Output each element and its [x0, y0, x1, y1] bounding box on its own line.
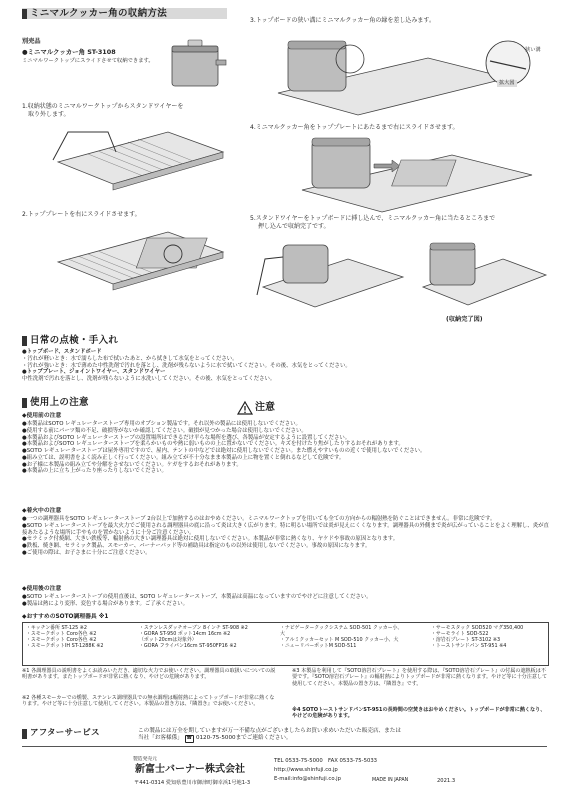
company-name: 新富士バーナー株式会社 [135, 764, 245, 775]
step2-illustration [48, 222, 228, 302]
note-4: ※4 SOTOトーストサンドパンST-951の長時間の空焚きはおやめください。トップボードが非常に熱くなり、やけどの危険があります。 [292, 707, 546, 720]
narrow-groove-label: 狭い溝 [525, 47, 541, 53]
cookware-table [22, 622, 549, 666]
sold-label: 別売品 [22, 38, 41, 45]
company-tel: TEL 0533-75-5000 FAX 0533-75-5033 [274, 758, 378, 764]
storage-title: ミニマルクッカー角の収納方法 [30, 7, 168, 19]
cookware-col4: ・サーモスタック SOD520 マグ350,400 ・サーモライト SOD-522 ・溶岩石プレート ST-3102 ※3 ・トーストサンドパン ST-951 ※4 [431, 625, 524, 650]
caution-section-title [22, 397, 89, 408]
step5-text: 5.スタンドワイヤーをトップボードに挿し込んで、ミニマルクッカー角に当たるところまで 押し込んで収納完了です。 [250, 215, 496, 230]
before-use-list: ●本製品はSOTO レギュレーターストーブ専用のオプション製品です。それ以外の製品には使用しないでください。 ●使用する前にパーツ類の不足、破損等がないか確認してください。破損が見つかった場合は使用しないでください。 ●本製品およびSOTO レギュレーターストーブの設置場所はできるだけ平らな場所を選び、各製品が安定するように設置してください。 ●本製品およびSOTO レギュレーターストーブを柔らかいものや熱に弱いものの上に置かないでください。キズを付けたり焦がしたりするおそれがあります。 ●SOTO レギュレーターストーブは屋外専用ですので、屋内、テントの中などでは絶対に使用しないでください。また燃えやすいものの近くで使用しないでください。 ●組み立ては、説明書をよく読み正しく行ってください。組み立てが不十分なまま本製品の上に物を置くと倒れるなどして危険です。 ●お子様に本製品の組み立てや分解をさせないでください。ケガをするおそれがあります。 ●本製品の上に立ち上がったり座ったりしないでください。 [22, 421, 426, 475]
step3-text: 3.トップボードの狭い溝にミニマルクッカー角の縁を差し込みます。 [250, 17, 435, 24]
zoom-label: 拡大図 [499, 80, 515, 86]
maker-label: 製造発売元 [133, 757, 157, 762]
step1-text: 1.収納状態のミニマルワークトップからスタンドワイヤーを 取り外します。 [22, 103, 184, 118]
step4-illustration [292, 130, 552, 215]
note-1: ※1 各調理器具の説明書をよくお読みいただき、適切な火力でお使いください。調理器具の取扱いについての説明書があります。またトップボードが非常に熱くなり、やけどの危険があります。 [22, 668, 276, 681]
care-body: ●トップボード、スタンドボード ・汚れが軽いとき：水で濡らした布で拭いたあと、から拭きして水気をとってください。 ・汚れが強いとき：水で薄めた中性洗剤で汚れを落とし、洗剤が残らないように水で拭いてください。その後、水気をとってください。 ●トッププレート、ジョイントワイヤー、スタンドワイヤー 中性洗剤で汚れを落とし、洗剤が残らないように水洗いしてください。その後、水気をとってください。 [22, 349, 351, 382]
warning-heading: 注意 [238, 402, 275, 415]
after-use-heading: ◆使用後の注意 [22, 586, 62, 592]
care-section-title [22, 335, 118, 346]
service-phone: 0120-75-5000までご連絡ください。 [195, 734, 292, 741]
product-note: ミニマルワークトップにスライドさせて収納できます。 [22, 57, 154, 64]
after-use-list: ●SOTO レギュレーターストーブの使用直後は、SOTO レギュレーターストーブ、本製品は高温になっていますのでやけどに注意してください。 ●製品は熱により変形、変色する場合があります。ご了承ください。 [22, 594, 372, 607]
service-text: この製品には万全を期していますが万一不備な点がございましたらお買い求めいただいた販売店、または 当社「お客様係」 ☎ 0120-75-5000までご連絡ください。 [138, 728, 401, 741]
complete-label: (収納完了図) [446, 316, 483, 323]
product-name: ●ミニマルクッカー角 ST-3108 [22, 47, 116, 56]
cookware-col2: ・ステンレスダッチオーブン 8インチ ST-908 ※2 ・GORA ST-950 ポット14cm 16cm ※2 （ポット20cmは対象外） ・GORA フライパン16cm ST-950FP16 ※2 [139, 625, 248, 650]
company-email[interactable]: E-mail:info@shinfuji.co.jp [274, 776, 341, 782]
print-date: 2021.3 [437, 778, 456, 784]
warning-triangle-icon [238, 402, 252, 414]
storage-section-title [22, 8, 227, 19]
cookware-heading: ◆おすすめのSOTO調理器具 ※1 [22, 614, 109, 620]
company-address: 〒441-0314 愛知県豊川市御津町御幸浜1号地1-3 [134, 780, 251, 786]
service-title: アフターサービス [30, 728, 100, 739]
complete-illustration [418, 237, 548, 312]
cookware-col1: ・キッチン番所 ST-125 ※2 ・スモークポット Coro各色 ※2 ・スモークポット Coro各色 ※2 ・スモークポットIH ST-1288K ※2 [26, 625, 104, 650]
service-section-title [22, 728, 100, 739]
cookware-col3: ・ナビゲータークックシステム SOD-501 クッカー小、 大 ・アルミクッカーセット M SOD-510 クッカー小、大 ・ニューリバーポットM SOD-511 [280, 625, 403, 650]
step3-illustration [268, 33, 558, 118]
made-in: MADE IN JAPAN [372, 778, 409, 783]
during-fire-heading: ◆着火中の注意 [22, 508, 62, 514]
phone-icon: ☎ [186, 735, 193, 741]
during-fire-list: ●一つの調理器具をSOTO レギュレーターストーブ 2台以上で加熱するのはおやめください。ミニマルワークトップを用いても全ての方向からの輻射熱を防ぐことはできません。非常に危険です。 ●SOTO レギュレーターストーブを最大火力でご使用される調理器具の底に沿って炎は大きく広がります。特に明るい場所では炎が見えにくくなります。調理器具の外側まで炎が広がっていることをよく理解し、炎が直接あたるような場所に手やものを置かないように十分ご注意ください。 ●セラミック付焼網、大きい鉄板等、輻射熱の大きい調理器具は絶対に使用しないでください。本製品が非常に熱くなり、ヤケドや事故の原因となります。 ●鉄板、焼き網、セラミック製品、スモーカー、バーナーパッド等の補助具は指定のもの以外は使用しないでください。事故の原因になります。 ●ご使用の際は、お子さまに十分にご注意ください。 [22, 516, 549, 556]
step4-text: 4.ミニマルクッカー角をトッププレートにあたるまで右にスライドさせます。 [250, 124, 459, 131]
note-3: ※3 本製品を利用して『SOTO溶岩石プレート』を使用する際は、『SOTO溶岩石プレート』の付属の遮熱板は不要です。『SOTO溶岩石プレート』の輻射熱によりトップボードが非常に熱くなります。やけど等に十分注意して使用してください。本製品の置き方は、『隣置き』です。 [292, 668, 548, 687]
note-2: ※2 各種スモーカーでの燻製、ステンレス調理器具での無水調理は輻射熱によってトップボードが非常に熱くなります。やけど等に十分注意して使用してください。本製品の置き方は、『隣置き』でお使いください。 [22, 695, 275, 708]
before-use-heading: ◆使用前の注意 [22, 413, 62, 419]
company-url[interactable]: http://www.shinfuji.co.jp [274, 767, 338, 773]
cooker-image [168, 38, 228, 90]
step2-text: 2.トッププレートを右にスライドさせます。 [22, 211, 141, 218]
care-title: 日常の点検・手入れ [30, 334, 119, 346]
footer-divider [22, 746, 547, 747]
step1-illustration [48, 122, 228, 202]
step5-illustration [253, 237, 408, 312]
caution-title: 使用上の注意 [30, 396, 89, 408]
